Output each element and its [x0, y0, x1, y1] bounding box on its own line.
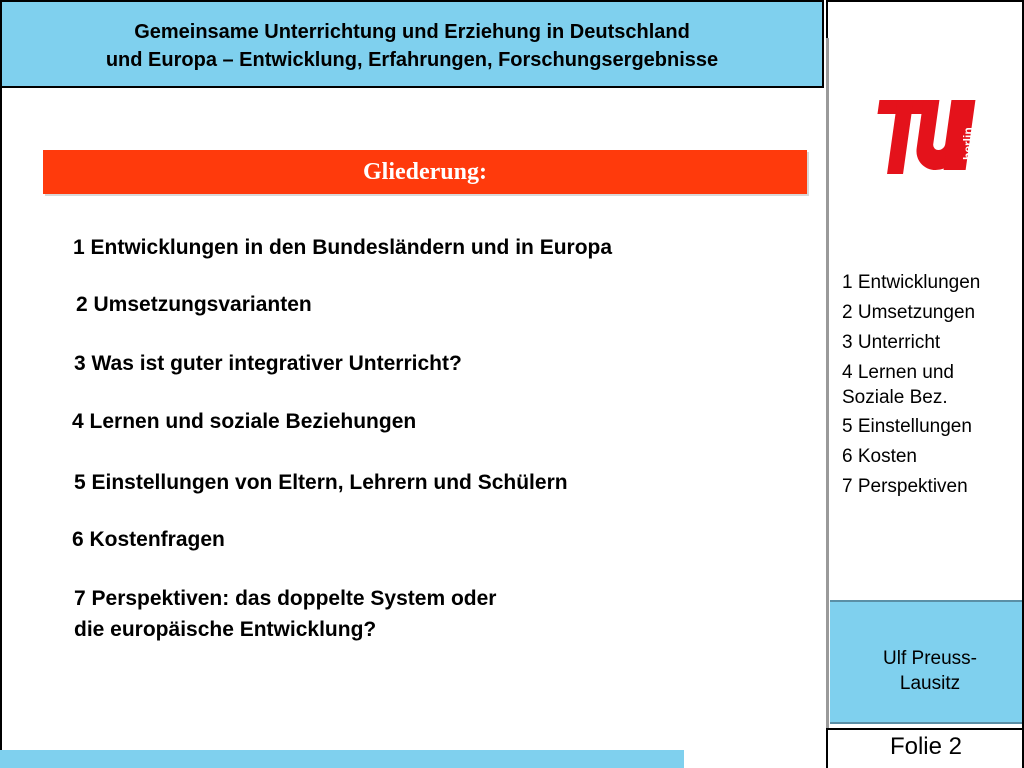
slide-header — [0, 0, 824, 88]
footer-bar — [0, 750, 684, 768]
slide-number: Folie 2 — [889, 733, 963, 760]
section-heading: Gliederung: — [43, 150, 807, 194]
toc-item[interactable]: 5 Einstellungen — [842, 416, 972, 437]
tu-berlin-logo — [876, 96, 984, 178]
slide-border-left — [0, 0, 2, 768]
toc-item[interactable]: 7 Perspektiven — [842, 476, 968, 497]
author-name: Ulf Preuss- Lausitz — [883, 648, 977, 694]
toc-item[interactable]: 6 Kosten — [842, 446, 917, 467]
header-title-line2: und Europa – Entwicklung, Erfahrungen, Forschungsergebnisse — [105, 49, 719, 71]
outline-item: 6 Kostenfragen — [72, 528, 225, 551]
toc-item[interactable]: 2 Umsetzungen — [842, 302, 976, 323]
outline-item: 4 Lernen und soziale Beziehungen — [72, 410, 417, 433]
header-title-line1: Gemeinsame Unterrichtung und Erziehung in Deutschland — [134, 21, 690, 43]
logo-text: berlin — [961, 127, 975, 160]
sidebar-toc — [842, 270, 1018, 504]
toc-item[interactable]: 3 Unterricht — [842, 332, 941, 353]
toc-item[interactable]: 4 Lernen und Soziale Bez. — [842, 362, 954, 408]
outline-item: 5 Einstellungen von Eltern, Lehrern und Schülern — [74, 471, 568, 494]
outline-item: 7 Perspektiven: das doppelte System oder die europäische Entwicklung? — [74, 587, 497, 641]
outline-item: 2 Umsetzungsvarianten — [76, 293, 312, 316]
outline-item: 1 Entwicklungen in den Bundesländern und in Europa — [73, 236, 613, 259]
outline-item: 3 Was ist guter integrativer Unterricht? — [74, 352, 462, 375]
slide-number-divider — [826, 728, 1024, 730]
sidebar-divider — [826, 38, 829, 728]
toc-item[interactable]: 1 Entwicklungen — [842, 272, 981, 293]
